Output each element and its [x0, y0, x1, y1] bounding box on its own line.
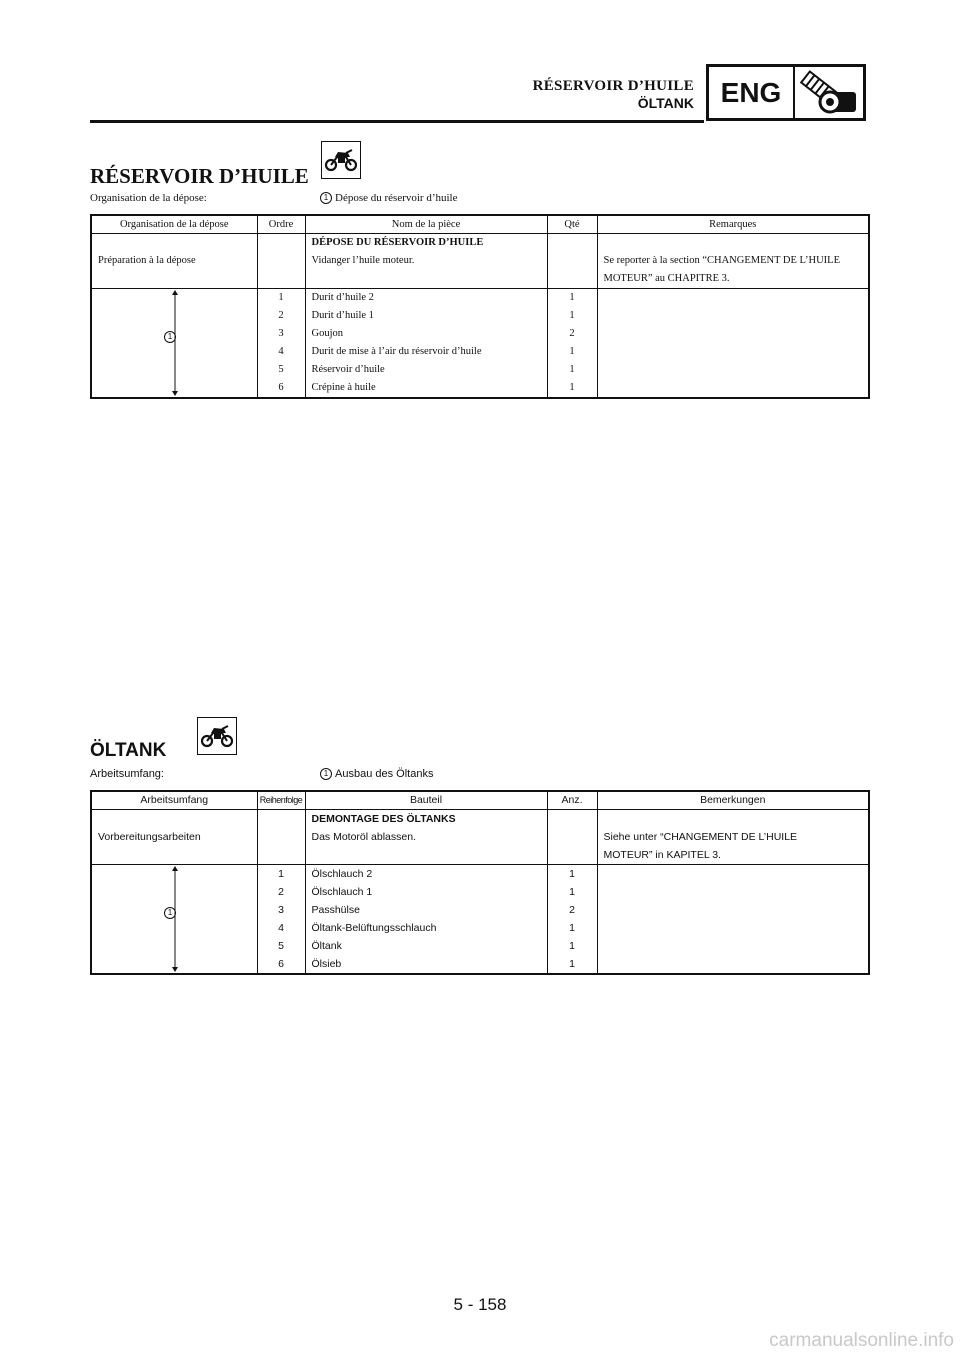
order-number: 1 [257, 865, 305, 884]
part-name: Crépine à huile [305, 379, 547, 398]
motorcycle-icon [197, 717, 237, 755]
quantity: 1 [547, 289, 597, 308]
column-header: Organisation de la dépose [91, 215, 257, 234]
order-number: 3 [257, 325, 305, 343]
quantity: 1 [547, 865, 597, 884]
header-title-french: RÉSERVOIR D’HUILE [532, 78, 694, 94]
order-number: 2 [257, 883, 305, 901]
column-header: Bauteil [305, 791, 547, 810]
quantity: 2 [547, 901, 597, 919]
chapter-badge-label: ENG [709, 67, 795, 118]
column-header: Bemerkungen [597, 791, 869, 810]
table-header-row [91, 791, 869, 810]
preparation-label: Vorbereitungsarbeiten [91, 828, 257, 846]
preparation-remark: Siehe unter “CHANGEMENT DE L’HUILE [597, 828, 869, 846]
quantity: 1 [547, 361, 597, 379]
part-name: Ölsieb [305, 955, 547, 974]
removal-table-french [90, 214, 870, 399]
procedure-heading: DEMONTAGE DES ÖLTANKS [305, 810, 547, 829]
scope-description-german [320, 768, 433, 780]
section-title-french: RÉSERVOIR D’HUILE [90, 164, 309, 188]
order-number: 4 [257, 343, 305, 361]
scope-text: Ausbau des Öltanks [335, 768, 434, 780]
table-row [91, 289, 869, 308]
part-name: Réservoir d’huile [305, 361, 547, 379]
preparation-remark: MOTEUR” in KAPITEL 3. [597, 846, 869, 865]
scope-description-french [320, 192, 458, 204]
header-rule [90, 120, 704, 123]
scope-text: Dépose du réservoir d’huile [335, 192, 458, 204]
quantity: 1 [547, 937, 597, 955]
column-header: Reihenfolge [257, 791, 305, 810]
column-header: Remarques [597, 215, 869, 234]
column-header: Nom de la pièce [305, 215, 547, 234]
quantity: 1 [547, 919, 597, 937]
table-header-row [91, 215, 869, 234]
quantity: 1 [547, 379, 597, 398]
scope-label-french: Organisation de la dépose: [90, 192, 207, 204]
step-range-bracket [91, 865, 257, 975]
column-header: Ordre [257, 215, 305, 234]
bracket-ref-number: 1 [164, 907, 176, 919]
part-name: Öltank-Belüftungsschlauch [305, 919, 547, 937]
part-name: Durit d’huile 1 [305, 307, 547, 325]
table-row [91, 846, 869, 865]
part-name: Ölschlauch 1 [305, 883, 547, 901]
preparation-step: Vidanger l’huile moteur. [305, 252, 547, 270]
quantity: 2 [547, 325, 597, 343]
preparation-remark: Se reporter à la section “CHANGEMENT DE L’HUILE [597, 252, 869, 270]
order-number: 5 [257, 937, 305, 955]
part-name: Durit d’huile 2 [305, 289, 547, 308]
scope-ref-number: 1 [320, 768, 332, 780]
scope-ref-number: 1 [320, 192, 332, 204]
watermark: carmanualsonline.info [769, 1330, 954, 1351]
preparation-step: Das Motoröl ablassen. [305, 828, 547, 846]
quantity: 1 [547, 307, 597, 325]
preparation-remark: MOTEUR” au CHAPITRE 3. [597, 270, 869, 289]
motorcycle-icon [321, 141, 361, 179]
table-row [91, 252, 869, 270]
quantity: 1 [547, 883, 597, 901]
part-name: Durit de mise à l’air du réservoir d’huile [305, 343, 547, 361]
removal-table-german [90, 790, 870, 975]
quantity: 1 [547, 343, 597, 361]
column-header: Qté [547, 215, 597, 234]
step-range-bracket [91, 289, 257, 399]
quantity: 1 [547, 955, 597, 974]
order-number: 1 [257, 289, 305, 308]
order-number: 6 [257, 955, 305, 974]
part-name: Passhülse [305, 901, 547, 919]
part-name: Öltank [305, 937, 547, 955]
part-name: Goujon [305, 325, 547, 343]
table-row [91, 828, 869, 846]
page-number: 5 - 158 [453, 1295, 507, 1314]
engine-bolt-icon [795, 67, 863, 118]
order-number: 4 [257, 919, 305, 937]
order-number: 3 [257, 901, 305, 919]
order-number: 6 [257, 379, 305, 398]
order-number: 5 [257, 361, 305, 379]
part-name: Ölschlauch 2 [305, 865, 547, 884]
table-row [91, 270, 869, 289]
procedure-heading: DÉPOSE DU RÉSERVOIR D’HUILE [305, 234, 547, 253]
chapter-badge [706, 64, 866, 121]
table-row [91, 865, 869, 884]
bracket-ref-number: 1 [164, 331, 176, 343]
column-header: Anz. [547, 791, 597, 810]
preparation-label: Préparation à la dépose [91, 252, 257, 270]
header-title-german: ÖLTANK [637, 95, 694, 111]
table-row [91, 810, 869, 829]
order-number: 2 [257, 307, 305, 325]
section-title-german: ÖLTANK [90, 740, 167, 761]
scope-label-german: Arbeitsumfang: [90, 768, 164, 780]
table-row [91, 234, 869, 253]
column-header: Arbeitsumfang [91, 791, 257, 810]
